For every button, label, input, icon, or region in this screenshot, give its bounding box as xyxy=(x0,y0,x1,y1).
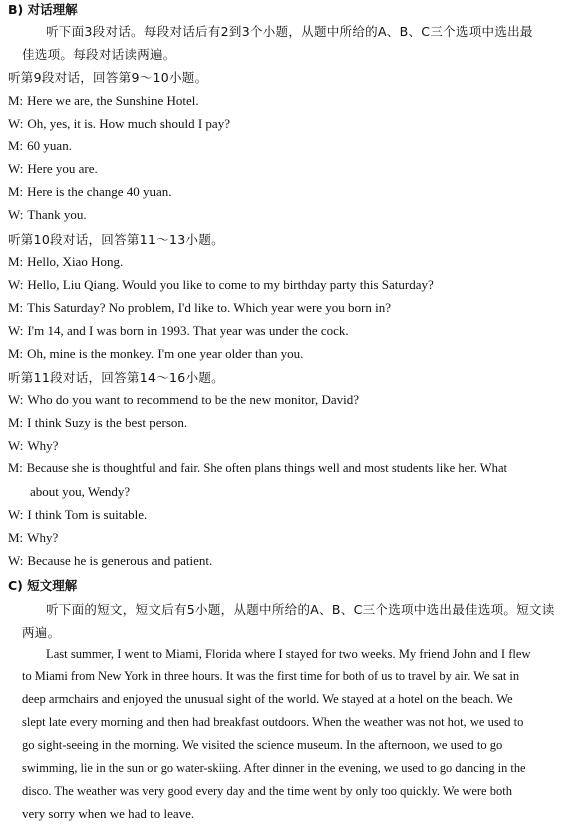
dialogue-9-intro: 听第9段对话，回答第9～10小题。 xyxy=(8,70,208,85)
dialogue-line xyxy=(8,415,187,431)
passage-line: deep armchairs and enjoyed the unusual sight of the world. We stayed at a hotel on the beach. We xyxy=(22,692,513,706)
passage-line: Last summer, I went to Miami, Florida where I stayed for two weeks. My friend John and I flew xyxy=(46,647,531,661)
speaker-label: M: xyxy=(8,300,24,315)
speaker-label: W: xyxy=(8,116,24,131)
speaker-label: M: xyxy=(8,415,24,430)
dialogue-line xyxy=(8,93,199,109)
dialogue-continuation: about you, Wendy? xyxy=(30,484,131,499)
passage-line: disco. The weather was very good every day and the time went by only too quickly. We were both xyxy=(22,784,512,798)
dialogue-text: This Saturday? No problem, I'd like to. Which year were you born in? xyxy=(27,300,392,315)
passage-line: very sorry when we had to leave. xyxy=(22,806,195,821)
dialogue-text: Why? xyxy=(27,438,59,453)
passage-line: slept late every morning and then had breakfast outdoors. When the weather was not hot, we used to xyxy=(22,715,524,729)
section-c-instructions-line2: 两遍。 xyxy=(22,625,61,640)
speaker-label: M: xyxy=(8,93,24,108)
dialogue-text: Thank you. xyxy=(27,207,87,222)
passage-line: to Miami from New York in three hours. It was the first time for both of us to travel by air. We sat in xyxy=(22,669,520,683)
dialogue-line xyxy=(8,207,87,223)
section-b-instructions-line1: 听下面3段对话。每段对话后有2到3个小题，从题中所给的A、B、C三个选项中选出最 xyxy=(46,24,533,39)
dialogue-line xyxy=(8,300,391,316)
dialogue-line xyxy=(8,184,172,200)
dialogue-line xyxy=(8,392,359,408)
speaker-label: W: xyxy=(8,161,24,176)
passage-line: swimming, lie in the sun or go water-skiing. After dinner in the evening, we used to go dancing in the xyxy=(22,761,526,775)
speaker-label: M: xyxy=(8,254,24,269)
section-c-heading: C) 短文理解 xyxy=(8,578,78,593)
dialogue-text: Hello, Liu Qiang. Would you like to come to my birthday party this Saturday? xyxy=(27,277,434,292)
dialogue-text: Because she is thoughtful and fair. She often plans things well and most students like her. What xyxy=(26,461,508,475)
dialogue-text: Here is the change 40 yuan. xyxy=(27,184,172,199)
speaker-label: M: xyxy=(8,461,23,475)
dialogue-line xyxy=(8,116,230,132)
dialogue-line xyxy=(8,530,58,546)
dialogue-10-intro: 听第10段对话，回答第11～13小题。 xyxy=(8,232,224,247)
speaker-label: W: xyxy=(8,392,24,407)
speaker-label: M: xyxy=(8,346,24,361)
dialogue-11-intro: 听第11段对话，回答第14～16小题。 xyxy=(8,370,224,385)
speaker-label: W: xyxy=(8,507,24,522)
dialogue-line xyxy=(8,254,123,270)
dialogue-text: Here we are, the Sunshine Hotel. xyxy=(27,93,199,108)
dialogue-line xyxy=(8,553,212,569)
dialogue-line xyxy=(8,346,303,362)
dialogue-line xyxy=(8,461,507,476)
dialogue-text: Who do you want to recommend to be the new monitor, David? xyxy=(27,392,360,407)
section-b-heading: B) 对话理解 xyxy=(8,2,78,17)
speaker-label: W: xyxy=(8,277,24,292)
speaker-label: W: xyxy=(8,553,24,568)
dialogue-text: Why? xyxy=(27,530,59,545)
speaker-label: W: xyxy=(8,323,24,338)
dialogue-line xyxy=(8,138,72,154)
section-c-instructions-line1: 听下面的短文，短文后有5小题，从题中所给的A、B、C三个选项中选出最佳选项。短文读 xyxy=(46,602,555,617)
dialogue-text: Here you are. xyxy=(27,161,98,176)
dialogue-line xyxy=(8,438,58,454)
dialogue-text: I think Tom is suitable. xyxy=(27,507,148,522)
speaker-label: M: xyxy=(8,184,24,199)
speaker-label: W: xyxy=(8,207,24,222)
dialogue-text: 60 yuan. xyxy=(27,138,72,153)
dialogue-text: I think Suzy is the best person. xyxy=(27,415,188,430)
dialogue-line xyxy=(8,161,98,177)
dialogue-text: I'm 14, and I was born in 1993. That year was under the cock. xyxy=(27,323,349,338)
dialogue-text: Oh, yes, it is. How much should I pay? xyxy=(27,116,230,131)
passage-line: go sight-seeing in the morning. We visited the science museum. In the afternoon, we used to go xyxy=(22,738,503,752)
dialogue-text: Because he is generous and patient. xyxy=(27,553,213,568)
speaker-label: M: xyxy=(8,138,24,153)
dialogue-text: Oh, mine is the monkey. I'm one year older than you. xyxy=(27,346,304,361)
dialogue-text: Hello, Xiao Hong. xyxy=(27,254,124,269)
dialogue-line xyxy=(8,277,434,293)
section-b-instructions-line2: 佳选项。每段对话读两遍。 xyxy=(22,47,176,62)
speaker-label: W: xyxy=(8,438,24,453)
speaker-label: M: xyxy=(8,530,24,545)
dialogue-line xyxy=(8,323,349,339)
dialogue-line xyxy=(8,507,147,523)
